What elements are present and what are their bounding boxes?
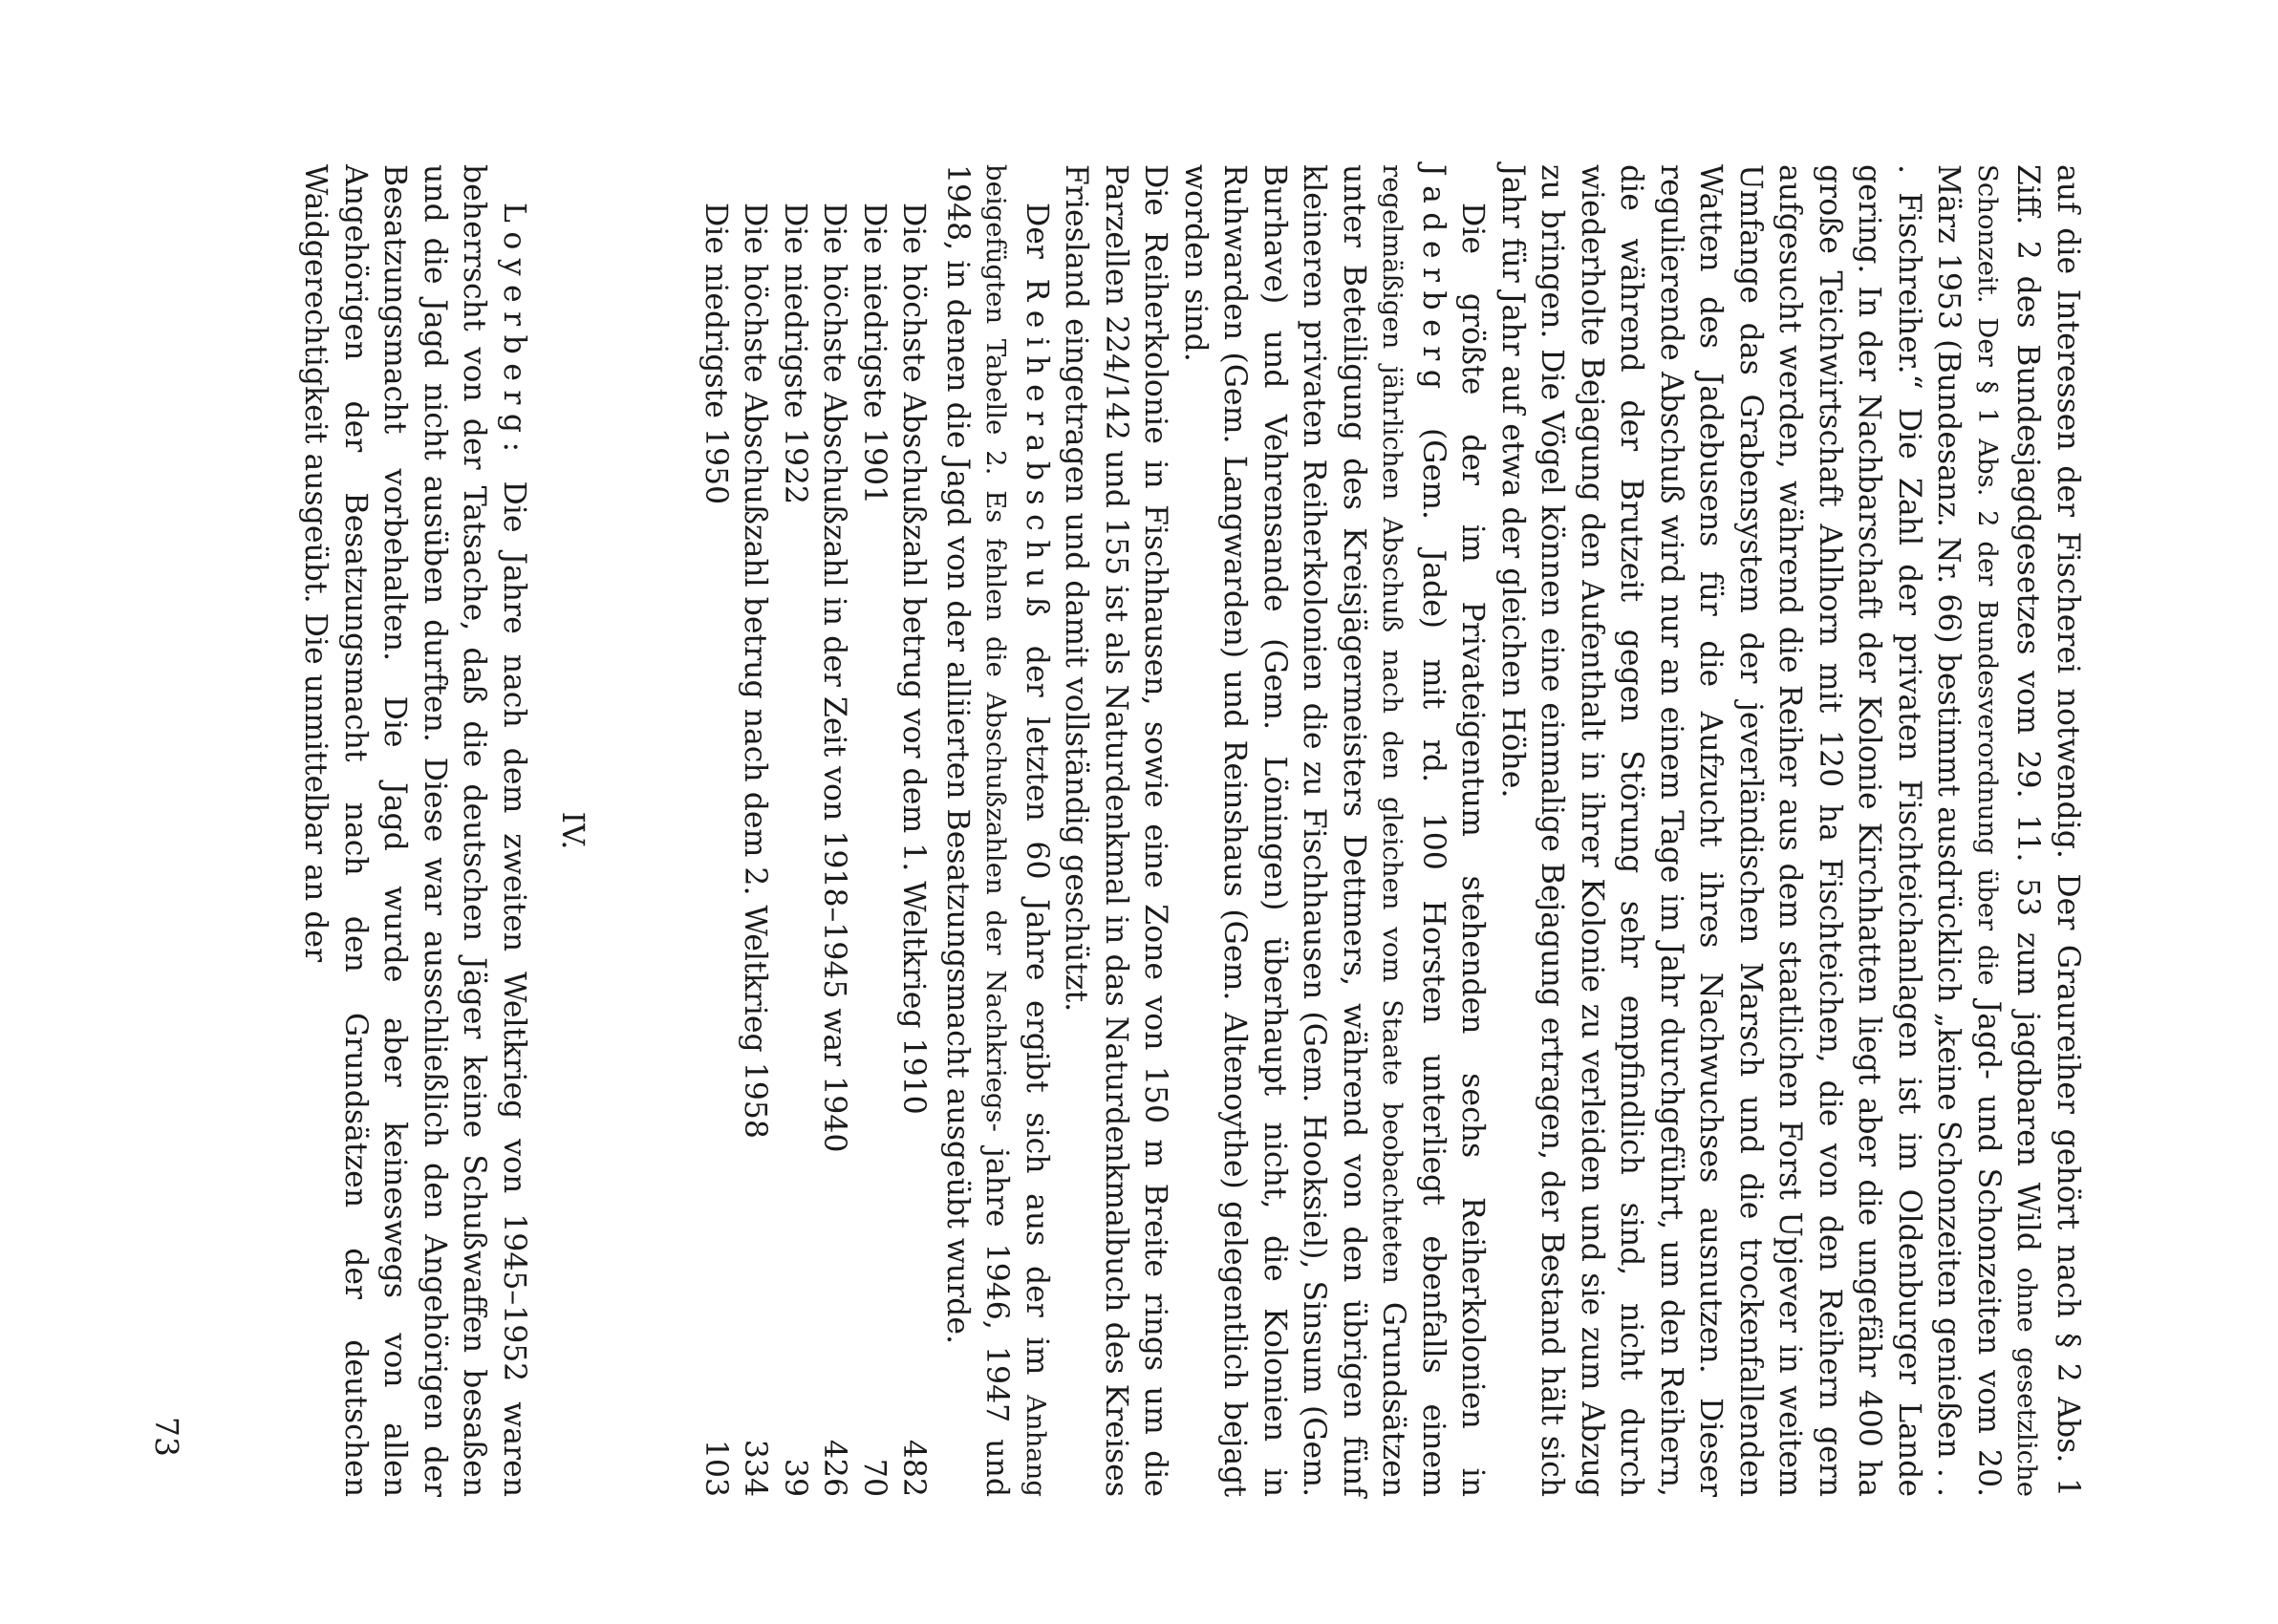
paragraph-jaderberg [1175, 164, 1493, 1497]
stat-label: Die höchste Abschußzahl betrug nach dem 2. Weltkrieg 1958 [738, 203, 773, 1139]
term-reiherabschuss: Reiherabschuß [1020, 278, 1054, 627]
abschuss-statistics [696, 164, 934, 1497]
section-heading: IV. [555, 811, 591, 850]
text-line: Die größte der im Privateigentum stehenden sechs Reiherkolonien in [1455, 203, 1491, 1497]
stat-value: 334 [738, 1439, 773, 1497]
text-line: Grundsätzen unter Beteiligung des Kreisjägermeisters Dettmers, während von den übrigen fünf kleineren privaten Reiherkolonien die zu Fischhausen (Gem. Hooksiel), Sinsum (Gem. Burhave) und Vehrensande (Gem. Löningen) überhaupt nicht, die Kolonien in Ruhwarden (Gem. Langwarden) und Reinshaus (Gem. Altenoythe) gelegentlich bejagt worden sind. [1178, 164, 1411, 1497]
stat-row [735, 164, 775, 1497]
stat-value: 482 [896, 1439, 932, 1497]
stat-label: Die höchste Abschußzahl betrug vor dem 1. Weltkrieg 1910 [896, 203, 932, 1115]
place-name-loyerberg: Loyerberg: [497, 203, 531, 461]
page-number: 73 [148, 1417, 185, 1457]
stat-label: Die höchste Abschußzahl in der Zeit von 1918–1945 war 1940 [817, 203, 852, 1153]
stat-value: 426 [817, 1439, 852, 1497]
stat-row [854, 164, 894, 1497]
text-line: auf die Interessen der Fischerei notwendig. Der Graureiher gehört nach § 2 Abs. 1 Ziff. 2 des Bundesjagdgesetzes vom 29. 11. 53 zum jagdbaren Wild [2010, 164, 2085, 1497]
text-line: Jagd- und Schonzeiten vom 20. März 1953 (Bundesanz. Nr. 66) bestimmt ausdrücklich „keine Schonzeiten genießen . . . Fischreiher.“ Die Zahl der privaten Fischteichanlagen ist im Oldenburger Lande gering. In der Nachbarschaft der Kolonie Kirchhatten liegt aber die ungefähr 400 ha große Teichwirtschaft Ahlhorn mit 120 ha Fischteichen, die von den Reihern gern aufgesucht werden, während die Reiher aus dem staatlichen Forst Upjever in weitem Umfange das Grabensystem der jeverländischen Marsch und die trockenfallenden Watten des Jadebusens für die Aufzucht ihres Nachwuchses ausnutzen. Dieser regulierende Abschuß wird nur an einem Tage im Jahr durchgeführt, um den Reihern, die während der Brutzeit gegen Störung sehr empfindlich sind, nicht durch wiederholte Bejagung den Aufenthalt in ihrer Kolonie zu verleiden und sie zum Abzug zu bringen. Die Vögel können eine einmalige Bejagung ertragen, der Bestand hält sich Jahr für Jahr auf etwa der gleichen Höhe. [1495, 164, 2006, 1498]
text-line: der letzten 60 Jahre ergibt sich aus der im [1020, 645, 1054, 1376]
text-line: jahre 1946, 1947 und 1948, in denen die Jagd von der alliierten Besatzungsmacht ausgeübt wurde. [940, 164, 1015, 1498]
stat-value: 39 [778, 1458, 812, 1497]
stat-row [696, 164, 736, 1497]
body-text [295, 164, 2087, 1497]
stat-label: Die niedrigste 1901 [857, 203, 892, 505]
text-line: (Gem. Jade) mit rd. 100 Horsten unterliegt ebenfalls einem [1416, 427, 1451, 1498]
paragraph-fischerei [1493, 164, 2088, 1497]
stat-label: Die niedrigste 1922 [778, 203, 812, 505]
text-line: Der [1020, 203, 1054, 259]
place-name-jaderberg: Jaderberg [1416, 164, 1451, 398]
paragraph-reiherabschuss [937, 164, 1057, 1497]
text-line-small: ohne gesetzliche Schonzeit. Der § 1 Abs. 2 der Bundesverordnung über die [1972, 164, 2043, 1498]
text-line-small: Anhang beigefügten Tabelle 2. Es fehlen die Abschußzahlen der Nachkriegs- [980, 164, 1051, 1497]
paragraph-loyerberg [295, 164, 533, 1497]
stat-value: 70 [857, 1458, 892, 1497]
stat-row [814, 164, 854, 1497]
text-line: Die Jahre nach dem zweiten Weltkrieg von 1945–1952 waren beherrscht von der Tatsache, daß die deutschen Jäger keine Schußwaffen besaßen und die Jagd nicht ausüben durften. Diese war ausschließlich den Angehörigen der Besatzungsmacht vorbehalten. Die Jagd wurde aber keineswegs von allen Angehörigen der Besatzungsmacht nach den Grundsätzen der deutschen Waidgerechtigkeit ausgeübt. Die unmittelbar an der [298, 164, 531, 1497]
paragraph-fischhausen: Die Reiherkolonie in Fischhausen, sowie eine Zone von 150 m Breite rings um die Parzellen 224/142 und 155 ist als Naturdenkmal in das Naturdenkmalbuch des Kreises Friesland eingetragen und damit vollständig geschützt. [1059, 164, 1173, 1497]
stat-value: 103 [698, 1439, 733, 1497]
text-line-small: regelmäßigen jährlichen Abschuß nach den gleichen vom Staate beobachteten [1377, 164, 1408, 1284]
stat-row [775, 164, 815, 1497]
stat-row [893, 164, 934, 1497]
stat-label: Die niedrigste 1950 [698, 203, 733, 505]
